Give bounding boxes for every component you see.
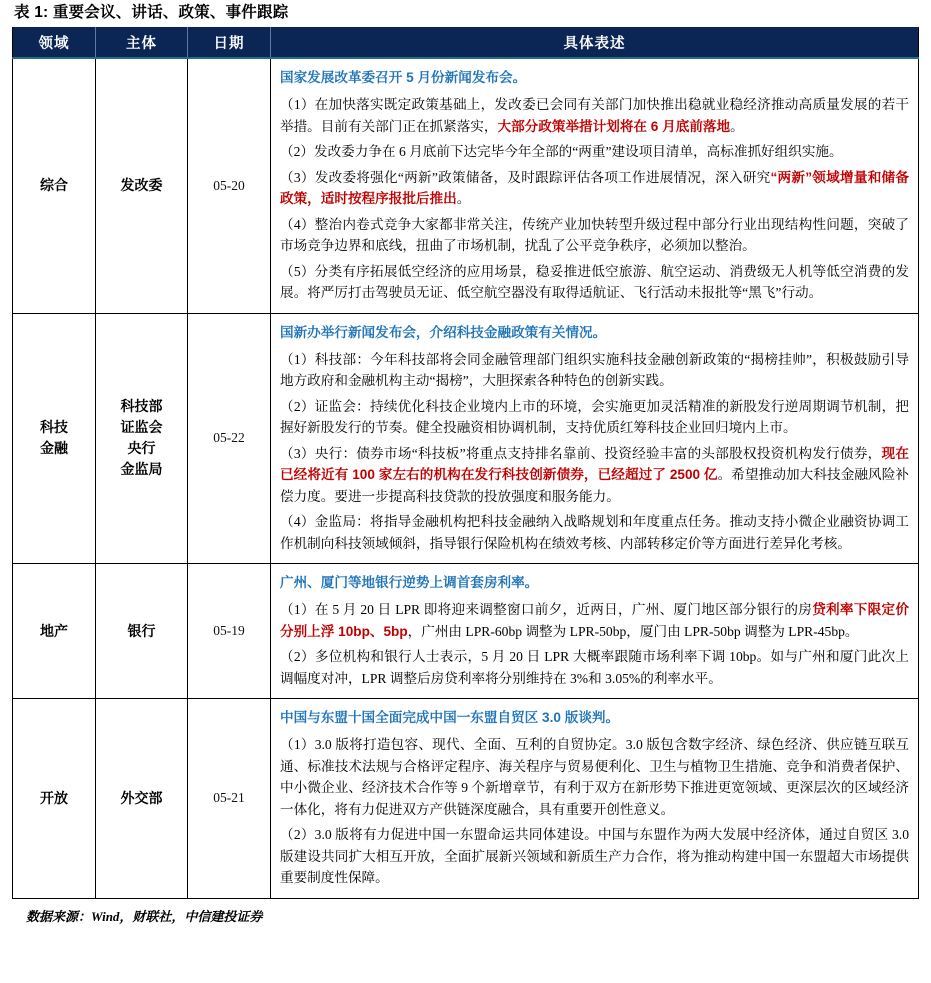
- cell-detail: [271, 699, 919, 899]
- detail-paragraph: [280, 167, 909, 210]
- subject-line: 央行: [127, 440, 156, 457]
- cell-date: 05-21: [188, 699, 271, 899]
- cell-detail: [271, 58, 919, 313]
- paragraph-text: （4）金监局：将指导金融机构把科技金融纳入战略规划和年度重点任务。推动支持小微企业融资协调工作机制向科技领域倾斜，指导银行保险机构在绩效考核、内部转移定价等方面进行差异化考核。: [280, 514, 909, 551]
- detail-paragraph: [280, 396, 909, 439]
- paragraph-text: 。: [730, 118, 744, 134]
- paragraph-text: （2）多位机构和银行人士表示，5 月 20 日 LPR 大概率跟随市场利率下调 10bp。如与广州和厦门此次上调幅度对冲，LPR 调整后房贷利率将分别维持在 3%和 3.05%的利率水平。: [280, 649, 909, 686]
- detail-paragraph: [280, 261, 909, 304]
- cell-subject: [96, 313, 188, 564]
- paragraph-text: （1）在 5 月 20 日 LPR 即将迎来调整窗口前夕，近两日，广州、厦门地区部分银行的房: [280, 602, 813, 617]
- paragraph-text: ，广州由 LPR-60bp 调整为 LPR-50bp，厦门由 LPR-50bp 调整为 LPR-45bp。: [407, 623, 859, 639]
- table-body: [13, 58, 919, 898]
- paragraph-text: （2）证监会：持续优化科技企业境内上市的环境，会实施更加灵活精准的新股发行逆周期调节机制，把握好新股发行的节奏。健全投融资相协调机制，支持优质红筹科技企业回归境内上市。: [280, 398, 909, 435]
- paragraph-text: （1）科技部：今年科技部将会同金融管理部门组织实施科技金融创新政策的“揭榜挂帅”，积极鼓励引导地方政府和金融机构主动“揭榜”，大胆探索各种特色的创新实践。: [280, 351, 909, 388]
- source-note: 数据来源：Wind，财联社，中信建投证券: [26, 908, 263, 924]
- detail-paragraph: [280, 599, 909, 642]
- cell-domain: 开放: [13, 699, 96, 899]
- table-caption: 表 1: 重要会议、讲话、政策、事件跟踪: [14, 4, 289, 21]
- detail-paragraph: [280, 511, 909, 554]
- detail-lead: 广州、厦门等地银行逆势上调首套房利率。: [280, 575, 539, 590]
- subject-line: 银行: [127, 622, 156, 639]
- cell-detail: [271, 564, 919, 699]
- table-row: [13, 699, 919, 899]
- paragraph-text: （2）发改委力争在 6 月底前下达完毕今年全部的“两重”建设项目清单，高标准抓好组织实施。: [280, 144, 843, 159]
- table-header: [13, 27, 919, 58]
- event-tracking-table: [12, 27, 919, 899]
- detail-paragraph: [280, 824, 909, 889]
- subject-line: 发改委: [120, 177, 163, 194]
- cell-domain: 综合: [13, 58, 96, 313]
- column-header-detail: 具体表述: [271, 27, 919, 58]
- detail-lead: 国家发展改革委召开 5 月份新闻发布会。: [280, 70, 527, 85]
- detail-lead: 国新办举行新闻发布会，介绍科技金融政策有关情况。: [280, 324, 607, 340]
- cell-subject: [96, 58, 188, 313]
- detail-paragraph: [280, 443, 909, 508]
- subject-line: 金监局: [120, 461, 163, 478]
- highlighted-text: 大部分政策举措计划将在 6 月底前落地: [497, 118, 731, 134]
- table-row: [13, 313, 919, 564]
- paragraph-text: 。希望推动加大科技金融风险补偿力度。要进一步提高科技贷款的投放强度和服务能力。: [280, 467, 910, 504]
- paragraph-text: （3）央行：债券市场“科技板”将重点支持排名靠前、投资经验丰富的头部股权投资机构发行债券，: [280, 445, 882, 461]
- detail-paragraph: [280, 734, 909, 820]
- table-row: [13, 564, 919, 699]
- detail-paragraph: [280, 94, 909, 137]
- paragraph-text: 。: [456, 191, 471, 206]
- table-header-row: [13, 27, 919, 58]
- cell-domain: 地产: [13, 564, 96, 699]
- cell-subject: [96, 564, 188, 699]
- paragraph-text: （3）发改委将强化“两新”政策储备，及时跟踪评估各项工作进展情况，深入研究: [280, 169, 771, 185]
- column-header-domain: 领域: [13, 27, 96, 58]
- detail-paragraph: [280, 646, 909, 689]
- detail-paragraph: [280, 214, 909, 257]
- detail-lead: 中国与东盟十国全面完成中国一东盟自贸区 3.0 版谈判。: [280, 710, 620, 725]
- cell-detail: [271, 313, 919, 564]
- column-header-date: 日期: [188, 27, 271, 58]
- table-row: [13, 58, 919, 313]
- cell-date: 05-22: [188, 313, 271, 564]
- paragraph-text: （1）在加快落实既定政策基础上，发改委已会同有关部门加快推出稳就业稳经济推动高质量发展的若干举措。目前有关部门正在抓紧落实，: [280, 97, 909, 134]
- subject-line: 外交部: [120, 789, 163, 806]
- detail-paragraph: [280, 141, 909, 163]
- paragraph-text: （2）3.0 版将有力促进中国一东盟命运共同体建设。中国与东盟作为两大发展中经济体，通过自贸区 3.0 版建设共同扩大相互开放，全面扩展新兴领域和新质生产力合作，将为推动构建中国一东盟超大市场提供重要制度性保障。: [280, 827, 909, 885]
- cell-date: 05-19: [188, 564, 271, 699]
- column-header-subject: 主体: [96, 27, 188, 58]
- cell-domain: 科技 金融: [13, 313, 96, 564]
- paragraph-text: （4）整治内卷式竞争大家都非常关注，传统产业加快转型升级过程中部分行业出现结构性问题，突破了市场竞争边界和底线，扭曲了市场机制，扰乱了公平竞争秩序，必须加以整治。: [280, 216, 909, 253]
- cell-date: 05-20: [188, 58, 271, 313]
- detail-paragraph: [280, 349, 909, 392]
- highlighted-text: 贷利率下限定价分别上浮 10bp、5bp: [280, 602, 910, 639]
- highlighted-text: “两新”领域增量和储备政策，适时按程序报批后推出: [280, 169, 909, 206]
- highlighted-text: 现在已经将近有 100 家左右的机构在发行科技创新债券，已经超过了 2500 亿: [280, 445, 909, 482]
- subject-line: 证监会: [120, 419, 163, 436]
- cell-subject: [96, 699, 188, 899]
- paragraph-text: （5）分类有序拓展低空经济的应用场景，稳妥推进低空旅游、航空运动、消费级无人机等低空消费的发展。将严厉打击驾驶员无证、低空航空器没有取得适航证、飞行活动未报批等“黑飞”行动。: [280, 263, 909, 300]
- paragraph-text: （1）3.0 版将打造包容、现代、全面、互利的自贸协定。3.0 版包含数字经济、绿色经济、供应链互联互通、标准技术法规与合格评定程序、海关程序与贸易便利化、卫生与植物卫生措施、竞争和消费者保护、中小微企业、经济技术合作等 9 个新增章节，有利于双方在新形势下推进更宽领域、更深层次的区域经济一体化，将有力促进双方产供链深度融合，具有重要开创性意义。: [280, 737, 909, 817]
- subject-line: 科技部: [120, 398, 163, 415]
